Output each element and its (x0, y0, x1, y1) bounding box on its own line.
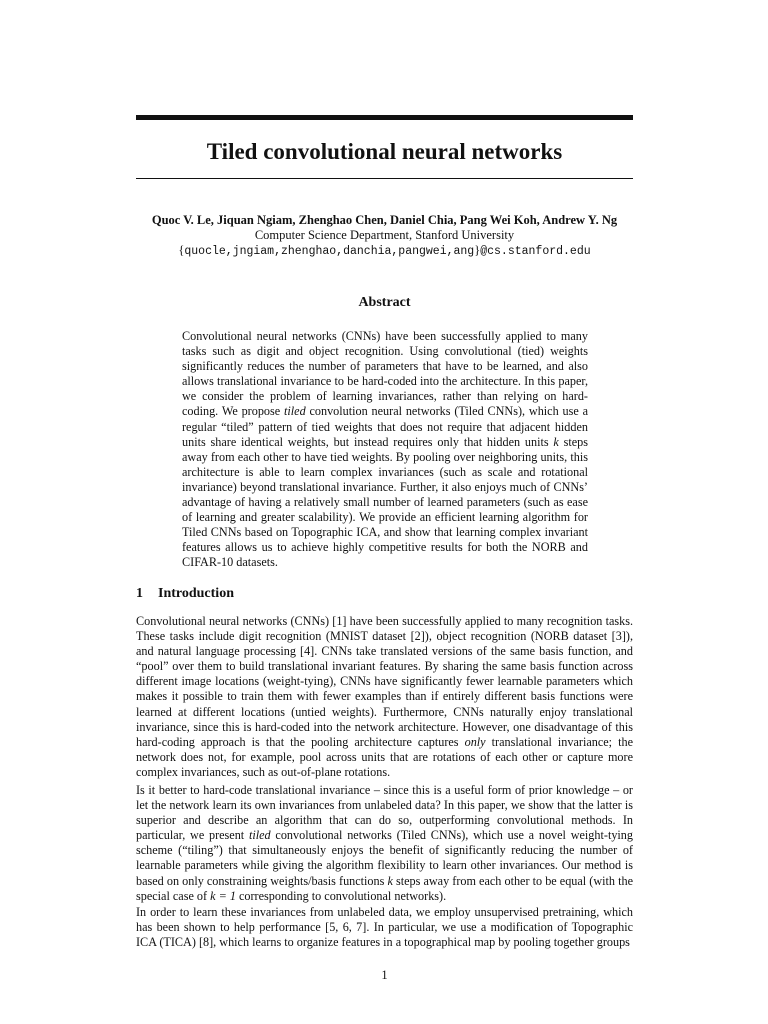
intro-paragraph-3: In order to learn these invariances from unlabeled data, we employ unsupervised pretraining, which has been shown to help performance [5, 6, 7]. In particular, we use a modification of Topographic ICA (TICA) [8], which learns to organize features in a topographical map by pooling together groups (136, 905, 633, 950)
abstract-part3: steps away from each other to have tied weights. By pooling over neighboring units, this architecture is able to learn complex invariances (such as scale and rotational invariance) beyond translational invariance. Further, it also enjoys much of CNNs’ advantage of having a relatively small number of learned parameters (such as ease of learning and greater scalability). We provide an efficient learning algorithm for Tiled CNNs based on Topographic ICA, and show that learning complex invariant features allows us to achieve highly competitive results for both the NORB and CIFAR-10 datasets. (182, 434, 589, 570)
section-title: Introduction (158, 586, 234, 601)
abstract-heading: Abstract (358, 295, 411, 310)
intro-p2-part2: convolutional networks (Tiled CNNs), which use a novel weight-tying scheme (“tiling”) that simultaneously enjoys the benefit of significantly reducing the number of learnable parameters while giving the algorithm flexibility to learn other invariances. Our method is based on only constraining weights/basis functions (136, 828, 633, 888)
intro-p2-variable-k: k (387, 873, 393, 888)
title-top-rule (136, 115, 633, 120)
author-block (120, 213, 649, 259)
title-bottom-rule (136, 178, 633, 179)
intro-p1-part1: Convolutional neural networks (CNNs) [1] have been successfully applied to many recognition tasks. These tasks include digit recognition (MNIST dataset [2]), object recognition (NORB dataset [3]), and natural language processing [4]. CNNs take translated versions of the same basis function, and “pool” over them to build translational invariant features. By sharing the same basis function across different image locations (weight-tying), CNNs have significantly fewer learnable parameters which makes it possible to train them with fewer examples than if entirely different basis functions were learned at different locations (untied weights). Furthermore, CNNs naturally enjoy translational invariance, since this is hard-coded into the network architecture. However, one disadvantage of this hard-coding approach is that the pooling architecture captures (136, 614, 633, 749)
author-names: Quoc V. Le, Jiquan Ngiam, Zhenghao Chen, Daniel Chia, Pang Wei Koh, Andrew Y. Ng (151, 213, 618, 227)
intro-p2-equation: k = 1 (210, 888, 236, 903)
intro-p2-emphasis-tiled: tiled (248, 828, 271, 843)
email-brace-close: } (474, 243, 481, 257)
paper-title: Tiled convolutional neural networks (206, 139, 563, 164)
email-domain: @cs.stanford.edu (480, 245, 591, 258)
page-number: 1 (381, 968, 388, 982)
intro-p2-part1: Is it better to hard-code translational invariance – since this is a useful form of prior knowledge – or let the network learn its own invariances from unlabeled data? In this paper, we show that the latter is superior and describe an algorithm that can do so, outperforming convolutional methods. In particular, we present (136, 783, 633, 843)
intro-p2-part4: corresponding to convolutional networks). (235, 888, 447, 903)
section-number: 1 (136, 586, 143, 601)
affiliation: Computer Science Department, Stanford University (254, 228, 515, 242)
abstract-emphasis-tiled: tiled (284, 404, 306, 419)
abstract-part1: Convolutional neural networks (CNNs) have been successfully applied to many tasks such as digit and object recognition. Using convolutional (tied) weights significantly reduces the number of parameters that have to be learned, and also allows translational invariance to be hard-coded into the architecture. In this paper, we consider the problem of learning invariances, rather than relying on hard-coding. We propose (182, 329, 588, 419)
email-usernames: quocle,jngiam,zhenghao,danchia,pangwei,ang (184, 245, 475, 258)
intro-paragraph-1 (136, 614, 633, 780)
intro-p1-emphasis-only: only (464, 734, 486, 749)
intro-p1-part2: translational invariance; the network does not, for example, pool across units that are rotations of each other or capture more complex invariances, such as out-of-plane rotations. (136, 734, 633, 779)
abstract-part2: convolution neural networks (Tiled CNNs), which use a regular “tiled” pattern of tied weights that does not require that adjacent hidden units share identical weights, but instead requires only that hidden units (182, 404, 588, 449)
section-heading-introduction (136, 585, 234, 603)
intro-p2-part3: steps away from each other to be equal (with the special case of (136, 873, 633, 903)
intro-paragraph-2 (136, 783, 633, 904)
abstract-variable-k: k (553, 434, 559, 449)
author-emails (120, 243, 649, 259)
email-brace-open: { (178, 243, 185, 257)
abstract-text (182, 329, 588, 571)
